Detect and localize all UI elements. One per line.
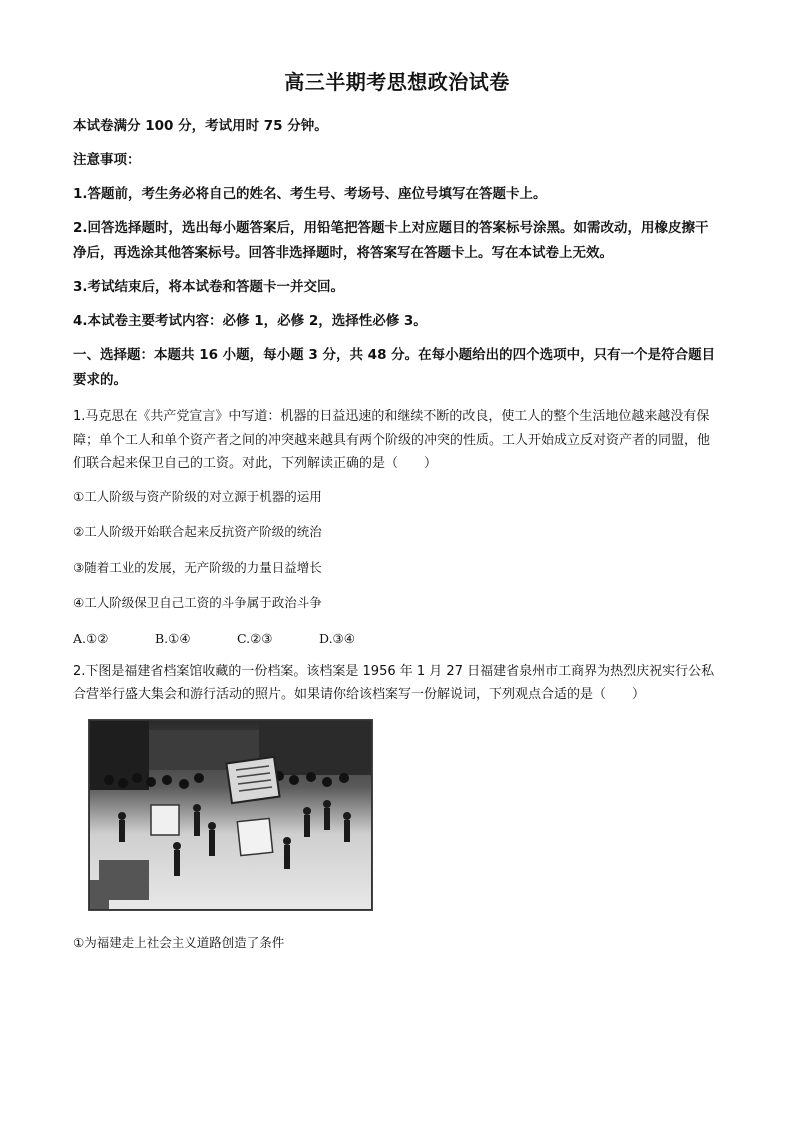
statement-option: ①为福建走上社会主义道路创造了条件 — [73, 934, 285, 950]
choice-c: C.②③ — [237, 630, 273, 646]
exam-page — [73, 66, 721, 968]
statement-option: ③随着工业的发展，无产阶级的力量日益增长 — [73, 559, 322, 575]
statement-option: ①工人阶级与资产阶级的对立源于机器的运用 — [73, 488, 322, 504]
question-stem: 2.下图是福建省档案馆收藏的一份档案。该档案是 1956 年 1 月 27 日福建省泉州市工商界为热烈庆祝实行公私合营举行盛大集会和游行活动的照片。如果请你给该档案写一份解说词，下列观点合适的是（ ） — [73, 663, 715, 702]
notice-item-1: 1.答题前，考生务必将自己的姓名、考生号、考场号、座位号填写在答题卡上。 — [73, 186, 547, 202]
question-2 — [73, 660, 721, 953]
page-title: 高三半期考思想政治试卷 — [284, 70, 510, 94]
exam-intro: 本试卷满分 100 分，考试用时 75 分钟。 — [73, 118, 328, 134]
choice-d: D.③④ — [319, 630, 355, 646]
section-heading: 一、选择题：本题共 16 小题，每小题 3 分，共 48 分。在每小题给出的四个选项中，只有一个是符合题目要求的。 — [73, 347, 716, 388]
notice-item-3: 3.考试结束后，将本试卷和答题卡一并交回。 — [73, 279, 345, 295]
statement-option: ④工人阶级保卫自己工资的斗争属于政治斗争 — [73, 595, 322, 610]
answer-choices — [73, 629, 721, 649]
question-1 — [73, 405, 721, 649]
choice-b: B.①④ — [155, 630, 191, 646]
statement-option: ②工人阶级开始联合起来反抗资产阶级的统治 — [73, 524, 322, 539]
archive-photo — [88, 719, 373, 911]
notice-item-2: 2.回答选择题时，选出每小题答案后，用铅笔把答题卡上对应题目的答案标号涂黑。如需改动，用橡皮擦干净后，再选涂其他答案标号。回答非选择题时，将答案写在答题卡上。写在本试卷上无效。 — [73, 220, 709, 261]
notice-item-4: 4.本试卷主要考试内容：必修 1，必修 2，选择性必修 3。 — [73, 313, 427, 329]
notice-heading: 注意事项： — [73, 152, 141, 168]
question-stem: 1.马克思在《共产党宣言》中写道：机器的日益迅速的和继续不断的改良，使工人的整个生活地位越来越没有保障；单个工人和单个资产者之间的冲突越来越具有两个阶级的冲突的性质。工人开始成立反对资产者的同盟，他们联合起来保卫自己的工资。对此，下列解读正确的是（ ） — [73, 409, 711, 471]
choice-a: A.①② — [73, 630, 109, 646]
